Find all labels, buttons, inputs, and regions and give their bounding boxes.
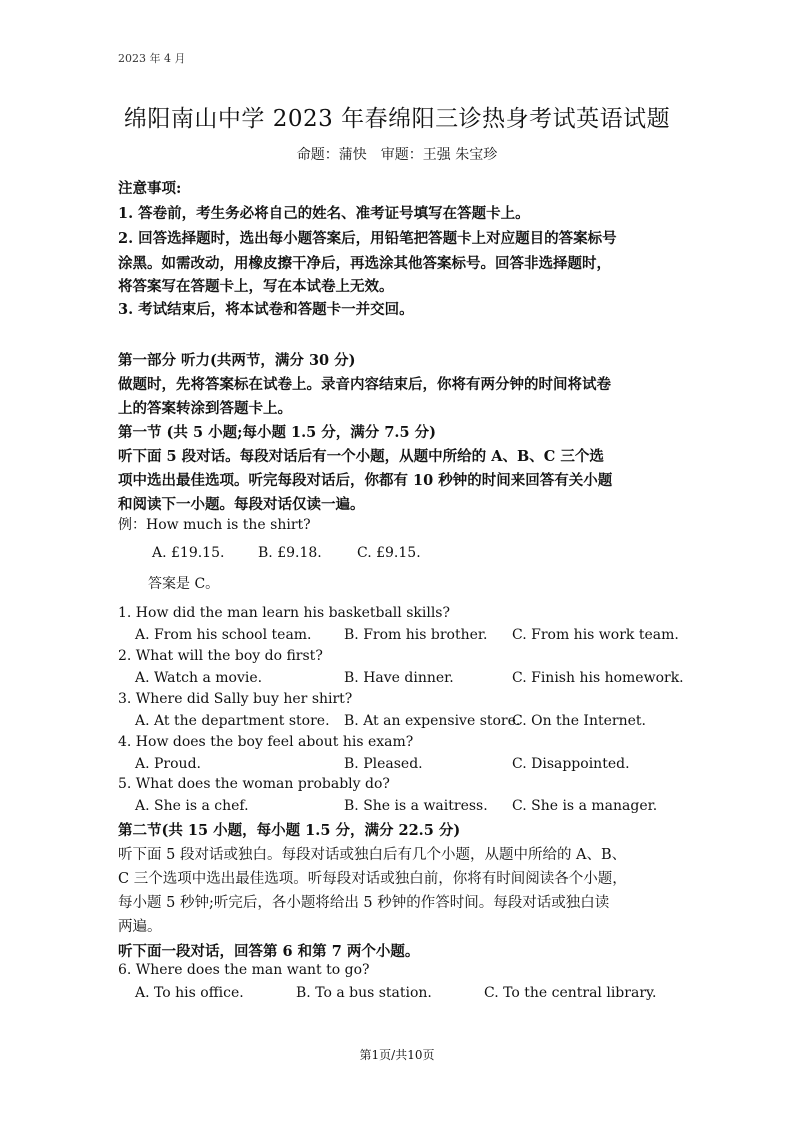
notice-heading: 注意事项:	[118, 180, 182, 197]
part1-intro-2: 上的答案转涂到答题卡上。	[118, 400, 292, 417]
example-option-a: A. £19.15.	[152, 545, 225, 561]
q1-option-c: C. From his work team.	[512, 627, 679, 643]
notice-line-5: 3. 考试结束后，将本试卷和答题卡一并交回。	[118, 301, 414, 318]
q6-option-c: C. To the central library.	[484, 985, 657, 1001]
q6-option-a: A. To his office.	[135, 985, 244, 1001]
q6-option-b: B. To a bus station.	[296, 985, 432, 1001]
example-answer: 答案是 C。	[148, 576, 220, 592]
q5-option-b: B. She is a waitress.	[344, 798, 488, 814]
q3-option-c: C. On the Internet.	[512, 713, 646, 729]
question-5: 5. What does the woman probably do?	[118, 776, 390, 792]
part1-heading: 第一部分 听力(共两节，满分 30 分)	[118, 352, 356, 369]
question-3: 3. Where did Sally buy her shirt?	[118, 691, 353, 707]
example-option-b: B. £9.18.	[258, 545, 322, 561]
notice-line-4: 将答案写在答题卡上，写在本试卷上无效。	[118, 278, 394, 295]
section2-intro-3: 每小题 5 秒钟;听完后，各小题将给出 5 秒钟的作答时间。每段对话或独白读	[118, 895, 610, 911]
page-number: 第1页/共10页	[359, 1048, 435, 1062]
notice-line-1: 1. 答卷前，考生务必将自己的姓名、准考证号填写在答题卡上。	[118, 205, 530, 222]
notice-line-2: 2. 回答选择题时，选出每小题答案后，用铅笔把答题卡上对应题目的答案标号	[118, 230, 617, 247]
q1-option-b: B. From his brother.	[344, 627, 488, 643]
section2-intro-1: 听下面 5 段对话或独白。每段对话或独白后有几个小题，从题中所给的 A、B、	[118, 847, 627, 863]
section2-heading: 第二节(共 15 小题，每小题 1.5 分，满分 22.5 分)	[118, 822, 461, 839]
q4-option-c: C. Disappointed.	[512, 756, 630, 772]
section1-intro-2: 项中选出最佳选项。听完每段对话后，你都有 10 秒钟的时间来回答有关小题	[118, 472, 613, 489]
q2-option-c: C. Finish his homework.	[512, 670, 684, 686]
q5-option-c: C. She is a manager.	[512, 798, 658, 814]
section1-intro-3: 和阅读下一小题。每段对话仅读一遍。	[118, 496, 365, 513]
exam-authors: 命题：蒲快 审题：王强 朱宝珍	[296, 147, 498, 163]
notice-line-3: 涂黑。如需改动，用橡皮擦干净后，再选涂其他答案标号。回答非选择题时，	[118, 255, 611, 272]
q4-option-b: B. Pleased.	[344, 756, 423, 772]
q3-option-b: B. At an expensive store.	[344, 713, 521, 729]
question-6: 6. Where does the man want to go?	[118, 962, 370, 978]
question-4: 4. How does the boy feel about his exam?	[118, 734, 414, 750]
section1-intro-1: 听下面 5 段对话。每段对话后有一个小题，从题中所给的 A、B、C 三个选	[118, 448, 604, 465]
exam-title: 绵阳南山中学 2023 年春绵阳三诊热身考试英语试题	[123, 106, 671, 132]
dialogue-heading: 听下面一段对话，回答第 6 和第 7 两个小题。	[118, 943, 420, 960]
question-2: 2. What will the boy do first?	[118, 648, 323, 664]
q5-option-a: A. She is a chef.	[135, 798, 249, 814]
question-1: 1. How did the man learn his basketball skills?	[118, 605, 450, 621]
q2-option-b: B. Have dinner.	[344, 670, 454, 686]
section2-intro-2: C 三个选项中选出最佳选项。听每段对话或独白前，你将有时间阅读各个小题，	[118, 871, 627, 887]
q1-option-a: A. From his school team.	[135, 627, 312, 643]
exam-date: 2023 年 4 月	[118, 52, 186, 65]
section1-heading: 第一节 (共 5 小题;每小题 1.5 分，满分 7.5 分)	[118, 424, 436, 441]
example-question: 例：How much is the shirt?	[118, 517, 311, 533]
q2-option-a: A. Watch a movie.	[135, 670, 263, 686]
section2-intro-4: 两遍。	[118, 919, 162, 935]
q3-option-a: A. At the department store.	[135, 713, 330, 729]
part1-intro-1: 做题时，先将答案标在试卷上。录音内容结束后，你将有两分钟的时间将试卷	[118, 376, 611, 393]
example-option-c: C. £9.15.	[357, 545, 421, 561]
q4-option-a: A. Proud.	[135, 756, 201, 772]
